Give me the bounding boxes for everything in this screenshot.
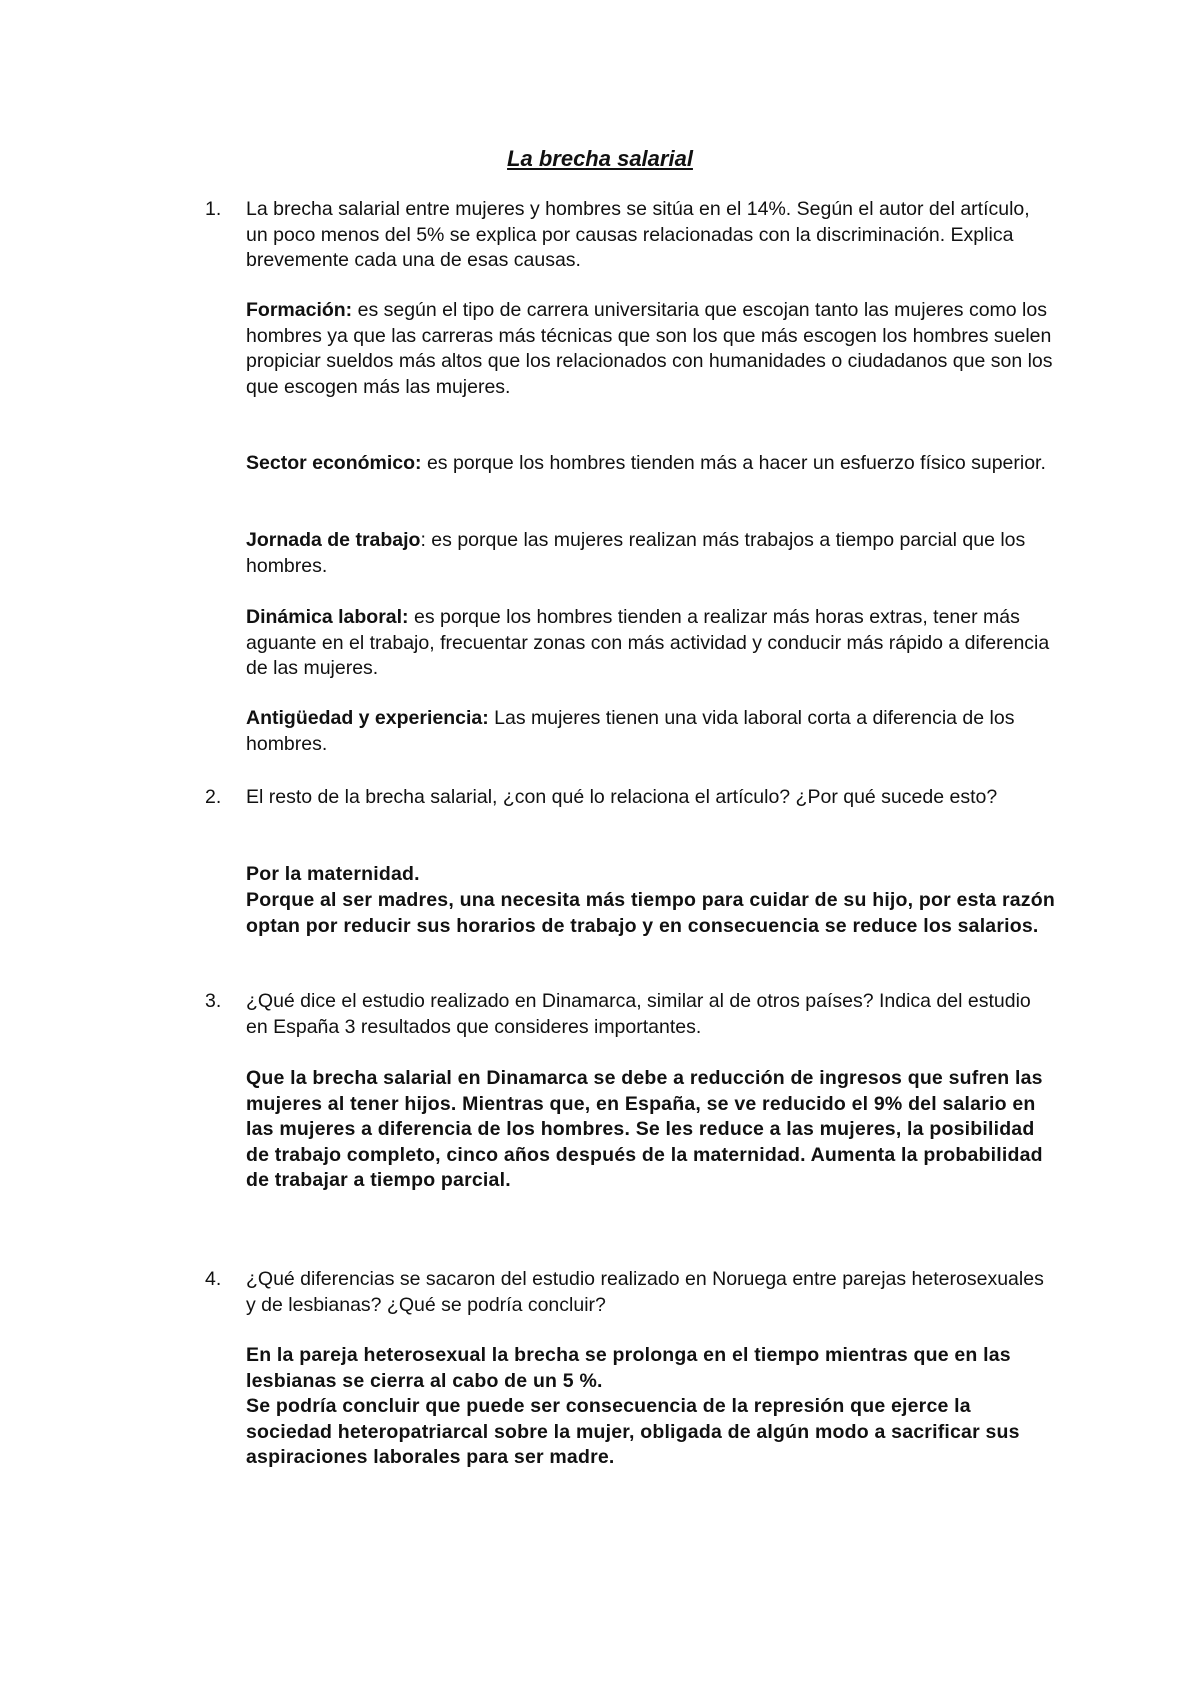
answer-label: Formación: [246, 299, 353, 321]
document-title: La brecha salarial [507, 146, 693, 171]
question-text: El resto de la brecha salarial, ¿con qué lo relaciona el artículo? ¿Por qué sucede esto? [246, 786, 998, 808]
answer-formacion [246, 298, 1056, 400]
question-number: 1. [205, 198, 222, 220]
answer-4-line-1: En la pareja heterosexual la brecha se prolonga en el tiempo mientras que en las lesbianas se cierra al cabo de un 5 %. [246, 1344, 1011, 1392]
answer-text: es según el tipo de carrera universitaria que escojan tanto las mujeres como los hombres ya que las carreras más técnicas que son los que más escogen los hombres suelen propiciar sueldos más altos que los relacionados con humanidades o ciudadanos que son los que escogen más las mujeres. [246, 299, 1053, 398]
question-number: 3. [205, 990, 222, 1012]
answer-label: Sector económico: [246, 452, 422, 474]
answer-4-line-2: Se podría concluir que puede ser consecuencia de la represión que ejerce la sociedad heteropatriarcal sobre la mujer, obligada de algún modo a sacrificar sus aspiraciones laborales para ser madre. [246, 1395, 1020, 1468]
answer-2-line-1: Por la maternidad. [246, 863, 420, 885]
answer-antiguedad [246, 706, 1056, 757]
answer-label: Jornada de trabajo [246, 529, 421, 551]
answer-text: : es porque las mujeres realizan más trabajos a tiempo parcial que los hombres. [246, 529, 1026, 577]
answer-2-line-2: Porque al ser madres, una necesita más tiempo para cuidar de su hijo, por esta razón optan por reducir sus horarios de trabajo y en consecuencia se reduce los salarios. [246, 889, 1055, 937]
answer-text: es porque los hombres tienden más a hacer un esfuerzo físico superior. [421, 452, 1046, 474]
question-text: ¿Qué diferencias se sacaron del estudio realizado en Noruega entre parejas heterosexuales y de lesbianas? ¿Qué se podría concluir? [246, 1268, 1044, 1316]
answer-label: Antigüedad y experiencia: [246, 707, 489, 729]
answer-text: Las mujeres tienen una vida laboral corta a diferencia de los hombres. [246, 707, 1015, 755]
answer-dinamica-laboral [246, 605, 1056, 682]
answer-text: es porque los hombres tienden a realizar más horas extras, tener más aguante en el trabajo, frecuentar zonas con más actividad y conducir más rápido a diferencia de las mujeres. [246, 606, 1050, 679]
answer-sector-economico [246, 451, 1056, 477]
answer-label: Dinámica laboral: [246, 606, 409, 628]
answer-jornada-trabajo [246, 528, 1056, 579]
question-number: 2. [205, 786, 222, 808]
question-text: ¿Qué dice el estudio realizado en Dinamarca, similar al de otros países? Indica del estudio en España 3 resultados que consideres importantes. [246, 990, 1031, 1038]
question-text: La brecha salarial entre mujeres y hombres se sitúa en el 14%. Según el autor del artículo, un poco menos del 5% se explica por causas relacionadas con la discriminación. Explica brevemente cada una de esas causas. [246, 198, 1030, 271]
question-number: 4. [205, 1268, 222, 1290]
answer-3: Que la brecha salarial en Dinamarca se debe a reducción de ingresos que sufren las mujeres al tener hijos. Mientras que, en España, se ve reducido el 9% del salario en las mujeres a diferencia de los hombres. Se les reduce a las mujeres, la posibilidad de trabajo completo, cinco años después de la maternidad. Aumenta la probabilidad de trabajar a tiempo parcial. [246, 1067, 1043, 1191]
